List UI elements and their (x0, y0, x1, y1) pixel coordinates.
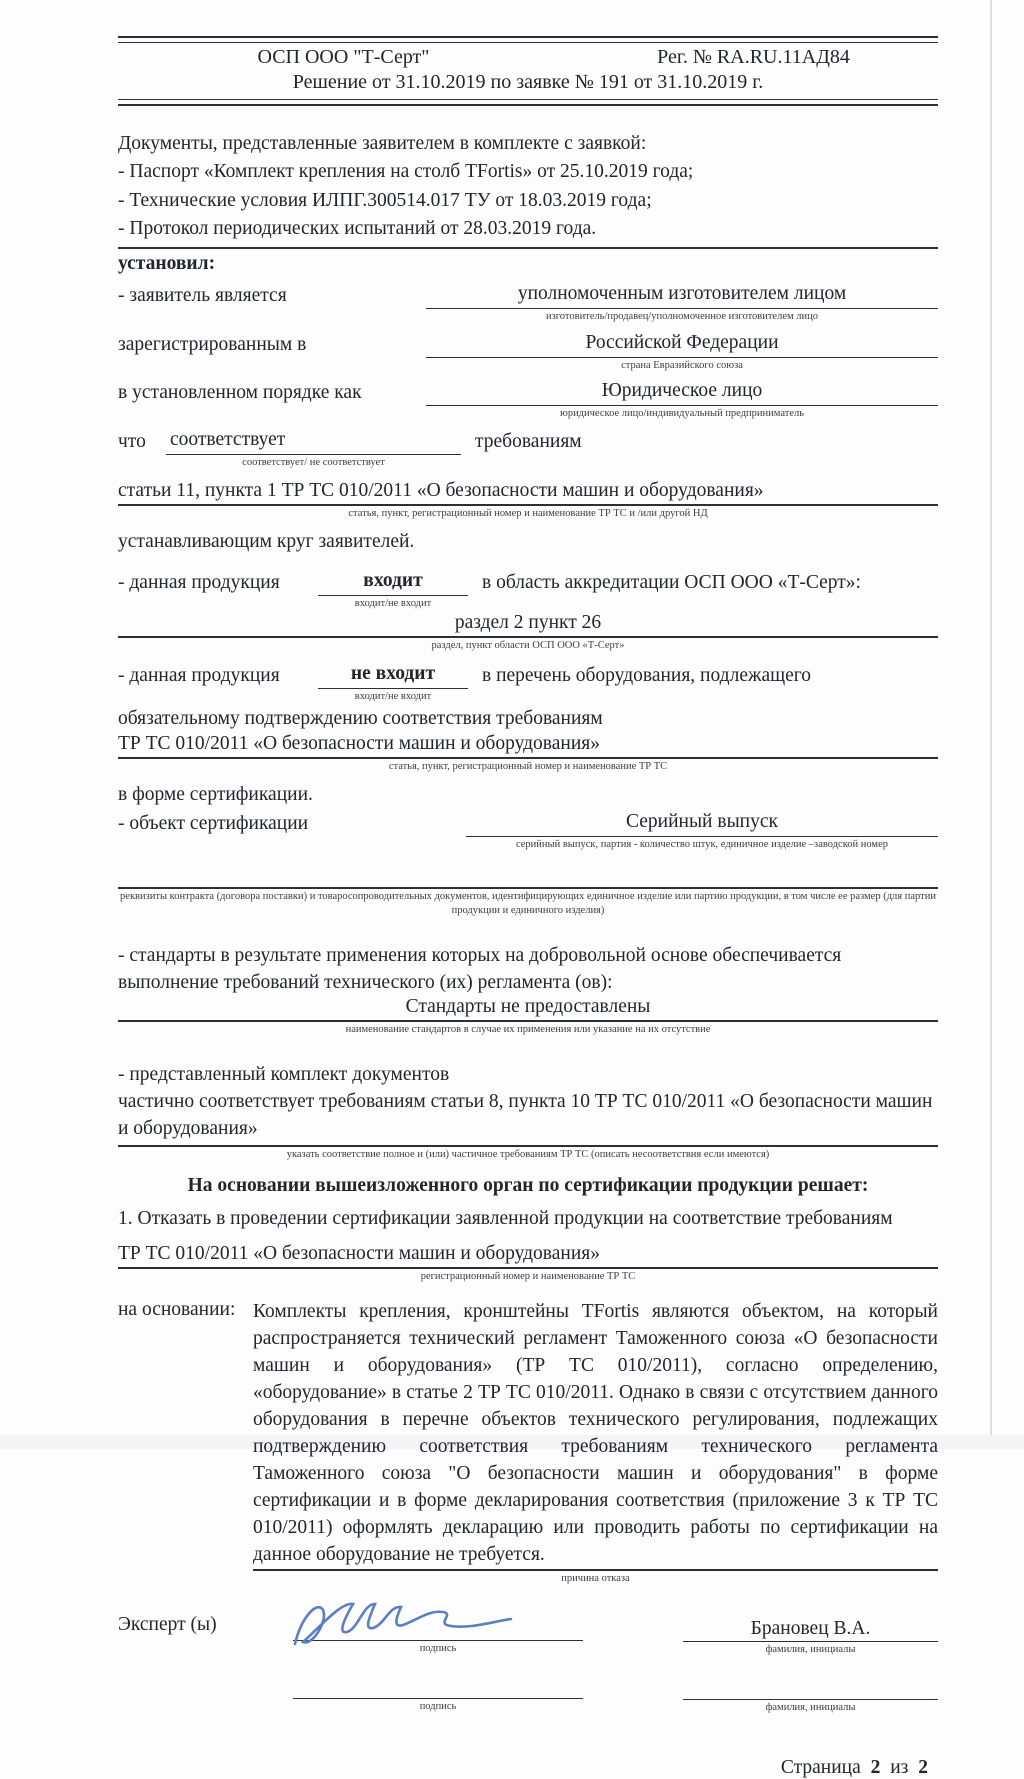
field-suffix: в перечень оборудования, подлежащего (482, 664, 812, 686)
field-caption: входит/не входит (354, 597, 432, 609)
basis-label: на основании: (118, 1299, 236, 1321)
document-page (118, 36, 938, 1779)
field-label: что (118, 430, 146, 452)
basis-paragraph: Комплекты крепления, кронштейны TFortis являются объектом, на который распространяется технический регламент Таможенного союза «О безопасности машин и оборудования» (ТР ТС 010/2011), согласно определению, «оборудование» в статье 2 ТР ТС 010/2011. Однако в связи с отсутствием данного оборудования в перечне объектов технического регулирования, подлежащих подтверждению соответствия требованиям технического регламента Таможенного союза "О безопасности машин и оборудования" в форме сертификации и в форме декларирования соответствия (приложение 3 к ТР ТС 010/2011) оформлять декларацию или проводить работы по сертификации на данное оборудование не требуется. (253, 1301, 938, 1565)
contract-caption: реквизиты контракта (договора поставки) и товаросопроводительных документов, идентифицирующих единичное изделие или партию продукции, в том числе ее размер (для партии продукции и единичного изделия) (120, 891, 936, 916)
documents-title: Документы, представленные заявителем в комплекте с заявкой: (118, 133, 647, 154)
field-caption: соответствует/ не соответствует (242, 456, 385, 468)
section-rule (118, 247, 938, 249)
name-line (683, 1672, 938, 1700)
scope-note: устанавливающим круг заявителей. (118, 531, 415, 553)
field-value: не входит (318, 663, 468, 689)
field-value: входит (318, 570, 468, 596)
footer-prefix: Страница (780, 1756, 861, 1778)
accreditation-section (118, 612, 938, 653)
header-bottom-rule (118, 99, 938, 106)
signature-line (293, 1672, 583, 1699)
signature-column (293, 1600, 583, 1657)
field-caption: изготовитель/продавец/уполномоченное изготовителем лицо (545, 311, 818, 323)
signature-line (293, 1600, 583, 1641)
registration-number: Рег. № RA.RU.11АД84 (657, 46, 850, 68)
field-label: - данная продукция (118, 571, 280, 593)
signature-caption: подпись (419, 1642, 457, 1654)
package-line1: - представленный комплект документов (118, 1063, 450, 1085)
field-applicant (118, 283, 938, 324)
field-caption: входит/не входит (354, 690, 432, 702)
signature-row-1 (118, 1600, 938, 1657)
signature-caption: подпись (419, 1701, 457, 1713)
field-value: Серийный выпуск (466, 811, 938, 837)
field-suffix: в область аккредитации ОСП ООО «Т-Серт»: (482, 571, 861, 593)
name-caption: фамилия, инициалы (765, 1643, 856, 1655)
standards-line (118, 996, 938, 1037)
contract-blank-line (118, 865, 938, 889)
footer-of-word: из (890, 1756, 909, 1778)
basis-section (118, 1299, 938, 1568)
continuation-text: обязательному подтверждению соответствия требованиям (118, 708, 603, 730)
tr-ts-value: ТР ТС 010/2011 «О безопасности машин и оборудования» (118, 733, 938, 759)
name-caption: фамилия, инициалы (765, 1702, 856, 1714)
field-registered-in (118, 332, 938, 373)
signature-column (293, 1672, 583, 1715)
document-header (118, 43, 938, 99)
field-conformity (118, 429, 938, 470)
tr-ts-reference (118, 733, 938, 774)
expert-name: Брановец В.А. (683, 1600, 938, 1642)
field-label: - объект сертификации (118, 812, 309, 834)
expert-label: Эксперт (ы) (118, 1613, 217, 1635)
field-label: - данная продукция (118, 664, 280, 686)
document-item: - Технические условия ИЛПГ.300514.017 ТУ от 18.03.2019 года; (118, 189, 652, 211)
standards-intro: - стандарты в результате применения которых на добровольной основе обеспечивается выполнение требований технического (их) регламента (ов): (118, 944, 842, 993)
documents-section (118, 130, 938, 243)
decision-tr-ts (118, 1243, 938, 1284)
decision-heading: На основании вышеизложенного орган по сертификации продукции решает: (187, 1175, 869, 1197)
package-caption: указать соответствие полное и (или) частичное требованиям ТР ТС (описать несоответствия если имеются) (286, 1148, 770, 1160)
package-line2: частично соответствует требованиям статьи 8, пункта 10 ТР ТС 010/2011 «О безопасности машин и оборудования» (118, 1091, 933, 1140)
article-value: статьи 11, пункта 1 ТР ТС 010/2011 «О безопасности машин и оборудования» (118, 480, 938, 506)
field-legal-form (118, 380, 938, 421)
footer-page-total: 2 (918, 1756, 928, 1778)
certification-body-name: ОСП ООО "Т-Серт" (257, 46, 430, 68)
section-value: раздел 2 пункт 26 (118, 612, 938, 638)
article-reference (118, 480, 938, 521)
basis-caption: причина отказа (561, 1572, 630, 1584)
field-value: Российской Федерации (426, 332, 938, 358)
standards-caption: наименование стандартов в случае их применения или указание на их отсутствие (345, 1024, 711, 1036)
field-caption: серийный выпуск, партия - количество штук, единичное изделие –заводской номер (515, 838, 888, 850)
tr-ts-caption: статья, пункт, регистрационный номер и наименование ТР ТС (388, 760, 668, 772)
field-value: соответствует (166, 429, 461, 455)
standards-value: Стандарты не предоставлены (118, 996, 938, 1022)
field-product-not-in (118, 663, 938, 704)
header-top-rule (118, 36, 938, 43)
signature-row-2 (118, 1672, 938, 1715)
field-label: зарегистрированным в (118, 333, 307, 355)
established-heading: установил: (118, 253, 216, 275)
expert-signature (287, 1592, 537, 1650)
section-caption: раздел, пункт области ОСП ООО «Т-Серт» (431, 640, 625, 652)
field-suffix: требованиям (475, 430, 582, 452)
field-label: - заявитель является (118, 285, 287, 307)
decision-title-line: Решение от 31.10.2019 по заявке № 191 от 31.10.2019 г. (292, 71, 764, 93)
decision-tr-ts-value: ТР ТС 010/2011 «О безопасности машин и оборудования» (118, 1243, 938, 1269)
field-cert-object (118, 811, 938, 852)
decision-item1: 1. Отказать в проведении сертификации заявленной продукции на соответствие требованиям (118, 1208, 893, 1230)
page-footer (118, 1757, 938, 1779)
field-value: уполномоченным изготовителем лицом (426, 283, 938, 309)
document-item: - Паспорт «Комплект крепления на столб TFortis» от 25.10.2019 года; (118, 161, 694, 183)
scan-edge-artifact (990, 0, 992, 1449)
name-column (683, 1600, 938, 1657)
field-caption: страна Евразийского союза (621, 359, 743, 371)
field-value: Юридическое лицо (426, 380, 938, 406)
decision-tr-ts-caption: регистрационный номер и наименование ТР ТС (420, 1270, 636, 1282)
footer-page-number: 2 (870, 1756, 881, 1778)
field-caption: юридическое лицо/индивидуальный предприниматель (559, 408, 805, 420)
article-caption: статья, пункт, регистрационный номер и наименование ТР ТС и /или другой НД (348, 507, 708, 519)
field-label: в установленном порядке как (118, 382, 362, 404)
field-product-in (118, 570, 938, 611)
name-column (683, 1672, 938, 1715)
document-item: - Протокол периодических испытаний от 28.03.2019 года. (118, 217, 597, 239)
cert-form-note: в форме сертификации. (118, 784, 313, 806)
basis-rule-wrap (253, 1569, 938, 1585)
